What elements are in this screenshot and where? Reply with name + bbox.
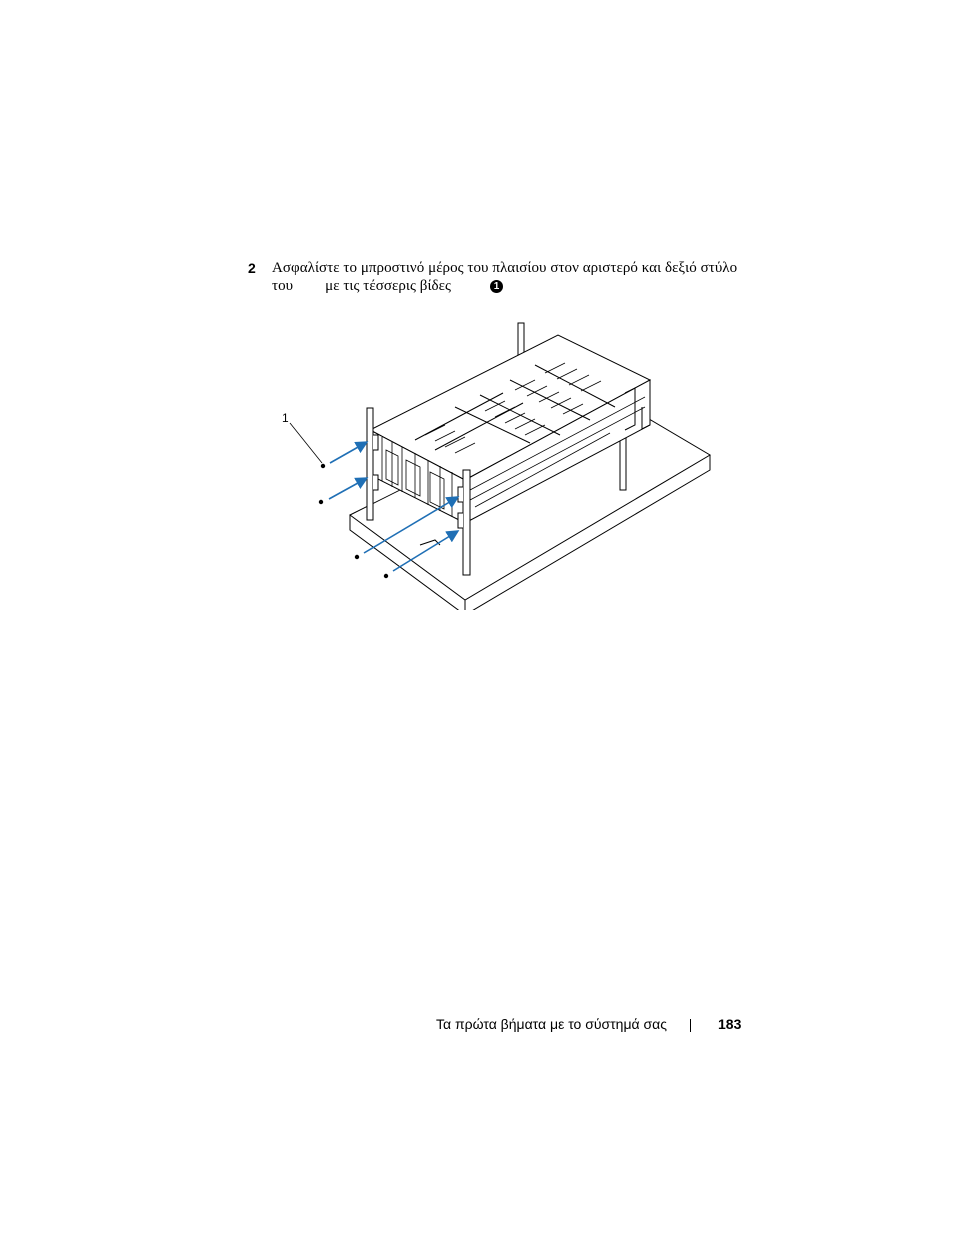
screw-3 — [355, 555, 359, 559]
figure-callout-label: 1 — [282, 411, 289, 425]
step-number: 2 — [248, 260, 256, 276]
callout-marker: 1 — [490, 280, 503, 293]
arrow-screw-2 — [329, 478, 367, 499]
step-text-line-1: Ασφαλίστε το μπροστινό μέρος του πλαισίου στον αριστερό και δεξιό στύλο — [272, 260, 738, 276]
arrow-screw-1 — [330, 442, 367, 463]
page-number: 183 — [718, 1016, 742, 1032]
callout-leader-line — [290, 423, 322, 463]
rack-post-front-right — [463, 470, 470, 575]
rack-post-front-left — [367, 408, 373, 520]
footer-chapter-title: Τα πρώτα βήματα με το σύστημά σας — [436, 1016, 667, 1032]
footer-separator — [690, 1019, 691, 1032]
step-text-fragment-b: με τις τέσσερις βίδες — [325, 278, 451, 294]
step-text-line-2 — [272, 278, 503, 295]
screw-1 — [321, 464, 325, 468]
step-text-fragment-a: του — [272, 278, 294, 294]
rack-mount-illustration — [270, 315, 720, 610]
screw-4 — [384, 574, 388, 578]
page-footer — [0, 1016, 954, 1038]
screw-2 — [319, 500, 323, 504]
